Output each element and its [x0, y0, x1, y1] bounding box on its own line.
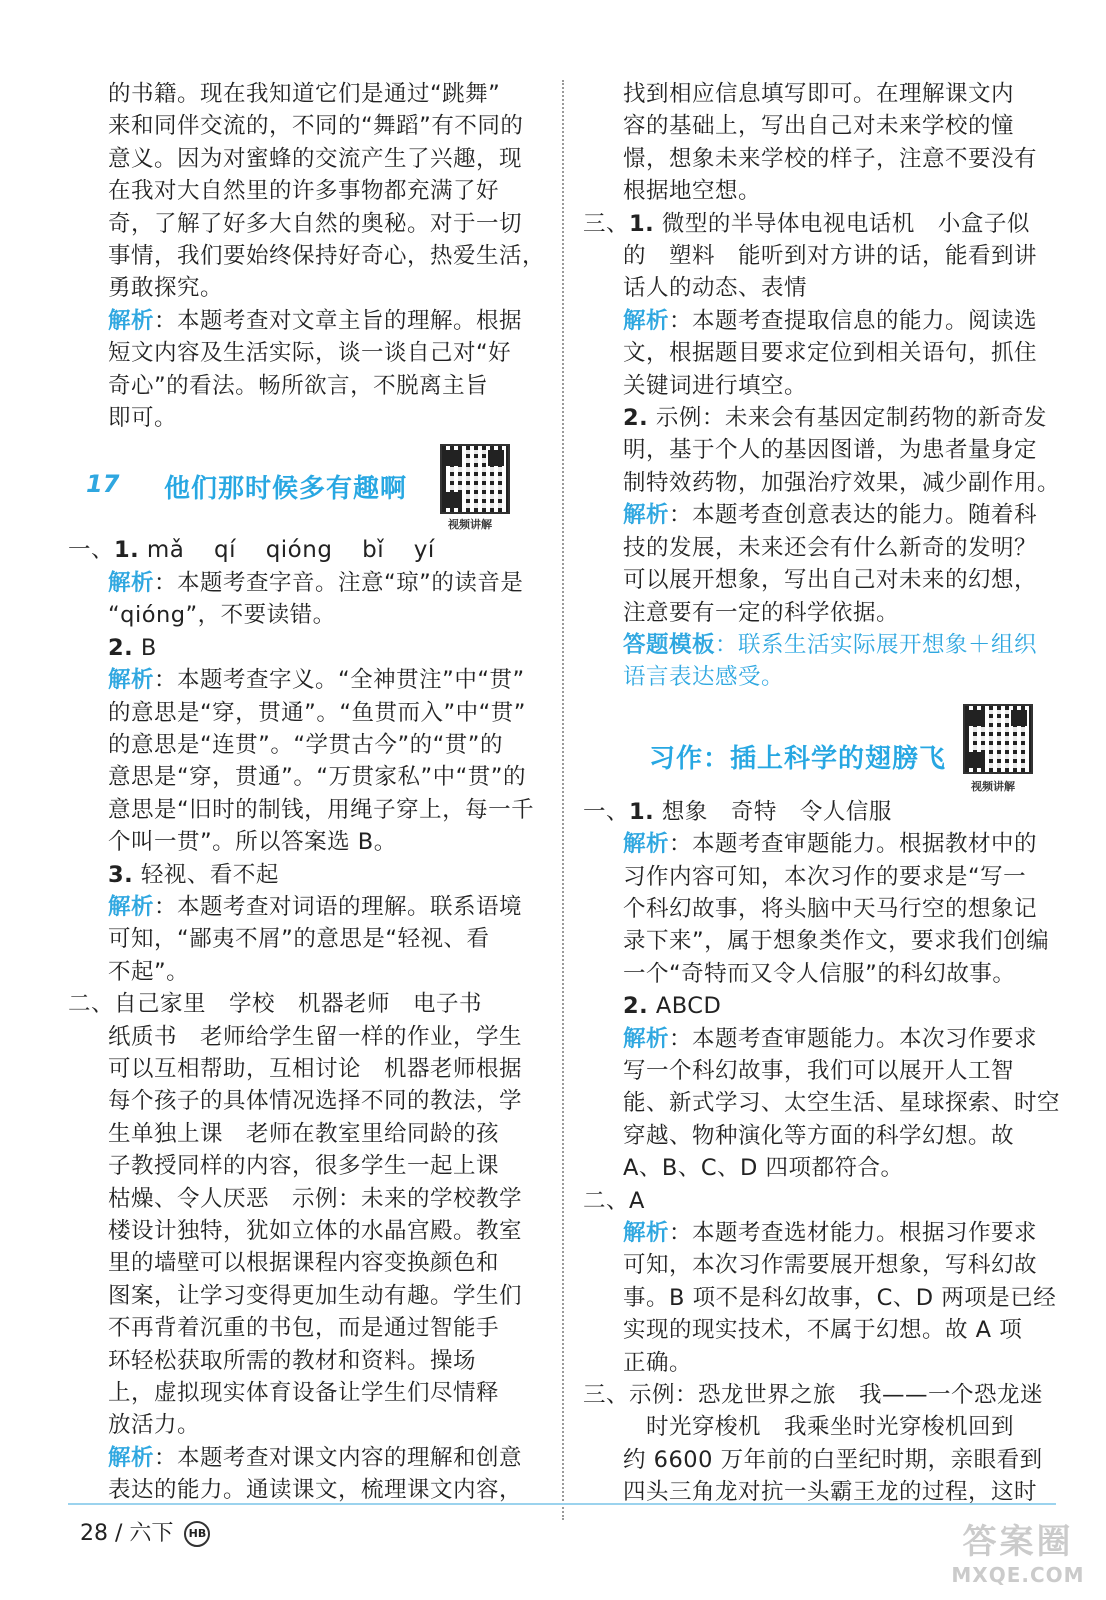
answer-text: 示例：未来会有基因定制药物的新奇发	[655, 405, 1047, 432]
answer-text: 子教授同样的内容，很多学生一起上课	[108, 1153, 500, 1180]
text-line: 意义。因为对蜜蜂的交流产生了兴趣，现	[108, 145, 523, 172]
analysis-text: ：本题考查对课文内容的理解和创意	[154, 1444, 523, 1471]
qr-code-icon[interactable]	[963, 704, 1033, 774]
template-label: 答题模板	[623, 631, 716, 658]
text-line: 找到相应信息填写即可。在理解课文内	[623, 81, 1015, 107]
analysis-text: 即可。	[108, 405, 178, 432]
analysis-text: “qióng”，不要读错。	[108, 602, 336, 629]
analysis-label: 解析	[623, 307, 670, 334]
writing-header	[583, 702, 1051, 804]
analysis-text: 不起”。	[108, 958, 190, 985]
analysis-text: 一个“奇特而又令人信服”的科幻故事。	[623, 960, 1016, 987]
analysis-text: 穿越、物种演化等方面的科学幻想。故	[623, 1122, 1015, 1149]
column-divider	[562, 80, 564, 1520]
analysis-label: 解析	[108, 1444, 155, 1471]
writing-title: 习作：插上科学的翅膀飞	[649, 743, 947, 774]
analysis-text: ：本题考查对文章主旨的理解。根据	[154, 307, 523, 334]
analysis-text: 能、新式学习、太空生活、星球探索、时空	[623, 1090, 1061, 1117]
answer-text: 微型的半导体电视电话机 小盒子似	[661, 210, 1030, 237]
grade-label: 六下	[129, 1521, 174, 1546]
answer-text: 想象 奇特 令人信服	[661, 798, 892, 825]
answer-text: 里的墙壁可以根据课程内容变换颜色和	[108, 1250, 500, 1277]
analysis-text: 可知，本次习作需要展开想象，写科幻故	[623, 1252, 1038, 1279]
left-column	[68, 78, 546, 1507]
edition-badge: HB	[184, 1521, 210, 1547]
question-number: 2.	[623, 993, 649, 1020]
answer-text: B	[140, 634, 157, 661]
analysis-text: ：本题考查选材能力。根据习作要求	[669, 1220, 1038, 1246]
analysis-label: 解析	[108, 667, 155, 694]
analysis-text: 的意思是“连贯”。“学贯古今”的“贯”的	[108, 731, 503, 758]
answer-text: 每个孩子的具体情况选择不同的教法，学	[108, 1088, 523, 1115]
question-number: 2.	[623, 405, 649, 432]
analysis-text: 技的发展，未来还会有什么新奇的发明？	[623, 534, 1038, 561]
text-line: 容的基础上，写出自己对未来学校的憧	[623, 113, 1015, 140]
answer-text: 放活力。	[108, 1412, 201, 1439]
analysis-text: 可知，“鄙夷不屑”的意思是“轻视、看	[108, 926, 490, 953]
qr-code-icon[interactable]	[440, 444, 510, 514]
answer-text: 生单独上课 老师在教室里给同龄的孩	[108, 1120, 500, 1147]
analysis-text: 实现的现实技术，不属于幻想。故 A 项	[623, 1317, 1023, 1344]
analysis-text: 关键词进行填空。	[623, 372, 808, 399]
answer-text: 制特效药物，加强治疗效果，减少副作用。	[623, 469, 1061, 496]
analysis-text: 注意要有一定的科学依据。	[623, 599, 900, 626]
analysis-text: 可以展开想象，写出自己对未来的幻想，	[623, 567, 1038, 594]
lesson-title: 他们那时候多有趣啊	[164, 474, 408, 505]
analysis-label: 解析	[108, 307, 155, 334]
analysis-text: ：本题考查审题能力。本次习作要求	[669, 1025, 1038, 1052]
lesson-header	[68, 442, 546, 538]
analysis-text: 写一个科幻故事，我们可以展开人工智	[623, 1057, 1015, 1084]
answer-text: 可以互相帮助，互相讨论 机器老师根据	[108, 1055, 523, 1082]
analysis-text: 表达的能力。通读课文，梳理课文内容，	[108, 1477, 523, 1504]
answer-text: 时光穿梭机 我乘坐时光穿梭机回到	[623, 1414, 1015, 1441]
right-column	[583, 78, 1061, 1509]
question-number: 3.	[108, 861, 134, 888]
section-prefix: 一、	[68, 537, 115, 564]
answer-text: 明，基于个人的基因图谱，为患者量身定	[623, 437, 1038, 464]
answer-text: 环轻松获取所需的教材和资料。操场	[108, 1347, 477, 1374]
lesson-number: 17	[86, 470, 120, 499]
pinyin-item: mǎ	[146, 537, 185, 564]
answer-text: 枯燥、令人厌恶 示例：未来的学校教学	[108, 1185, 523, 1212]
analysis-label: 解析	[623, 502, 670, 529]
analysis-text: ：本题考查对词语的理解。联系语境	[154, 893, 523, 920]
answer-text: 楼设计独特，犹如立体的水晶宫殿。教室	[108, 1218, 523, 1244]
question-number: 1.	[629, 210, 655, 237]
analysis-text: 习作内容可知，本次习作的要求是“写一	[623, 863, 1027, 890]
analysis-text: 个科幻故事，将头脑中天马行空的想象记	[623, 895, 1038, 922]
analysis-text: ：本题考查审题能力。根据教材中的	[669, 831, 1038, 858]
answer-text: 不再背着沉重的书包，而是通过智能手	[108, 1315, 500, 1342]
footer-rule	[68, 1503, 1056, 1505]
text-line: 事情，我们要始终保持好奇心，热爱生活，	[108, 243, 546, 270]
text-line: 勇敢探究。	[108, 275, 224, 302]
question-number: 2.	[108, 634, 134, 661]
text-line: 的书籍。现在我知道它们是通过“跳舞”	[108, 81, 501, 107]
section-prefix: 二、	[583, 1187, 630, 1214]
pinyin-item: yí	[413, 537, 435, 564]
analysis-text: ：本题考查提取信息的能力。阅读选	[669, 307, 1038, 334]
section-prefix: 三、	[583, 1382, 630, 1409]
answer-text: 四头三角龙对抗一头霸王龙的过程，这时	[623, 1479, 1038, 1506]
analysis-text: ：本题考查字音。注意“琼”的读音是	[154, 569, 524, 596]
analysis-label: 解析	[108, 893, 155, 920]
text-line: 在我对大自然里的许多事物都充满了好	[108, 178, 500, 205]
text-line: 根据地空想。	[623, 178, 762, 205]
answer-text: 图案，让学习变得更加生动有趣。学生们	[108, 1282, 523, 1309]
q1-pinyin-row	[68, 534, 546, 566]
pinyin-item: qióng	[265, 537, 333, 564]
analysis-text: 事。B 项不是科幻故事，C、D 两项是已经	[623, 1284, 1057, 1311]
footer-separator: /	[115, 1521, 123, 1546]
text-line: 来和同伴交流的，不同的“舞蹈”有不同的	[108, 113, 524, 140]
answer-text: ABCD	[655, 993, 722, 1020]
page-footer	[80, 1516, 210, 1547]
answer-text: 上，虚拟现实体育设备让学生们尽情释	[108, 1380, 500, 1407]
pinyin-item: qí	[214, 537, 237, 564]
answer-text: 纸质书 老师给学生留一样的作业，学生	[108, 1023, 523, 1050]
template-text: 语言表达感受。	[623, 664, 785, 691]
top-analysis	[68, 305, 546, 435]
analysis-text: ：本题考查字义。“全神贯注”中“贯”	[154, 667, 525, 694]
analysis-text: 短文内容及生活实际，谈一谈自己对“好	[108, 340, 512, 367]
analysis-text: 录下来”，属于想象类作文，要求我们创编	[623, 928, 1050, 955]
watermark-url: MXQE.COM	[951, 1563, 1085, 1587]
answer-text: 轻视、看不起	[140, 861, 279, 888]
section-prefix: 二、	[68, 991, 115, 1018]
analysis-text: 正确。	[623, 1349, 693, 1376]
text-line: 憬，想象未来学校的样子，注意不要没有	[623, 145, 1038, 172]
answer-text: 约 6600 万年前的白垩纪时期，亲眼看到	[623, 1446, 1043, 1473]
analysis-text: ：本题考查创意表达的能力。随着科	[669, 502, 1038, 529]
qr-label: 视频讲解	[448, 518, 492, 532]
qr-label: 视频讲解	[971, 779, 1015, 793]
analysis-label: 解析	[623, 1025, 670, 1052]
template-text: ：联系生活实际展开想象＋组织	[715, 631, 1038, 658]
analysis-text: 意思是“穿，贯通”。“万贯家私”中“贯”的	[108, 764, 526, 791]
text-line: 奇，了解了好多大自然的奥秘。对于一切	[108, 210, 523, 237]
analysis-label: 解析	[623, 1220, 670, 1246]
answer-text: A	[629, 1187, 645, 1214]
watermark-logo	[938, 1514, 1098, 1594]
top-paragraph	[68, 78, 546, 305]
analysis-label: 解析	[108, 569, 155, 596]
answer-text: 自己家里 学校 机器老师 电子书	[114, 991, 483, 1018]
analysis-label: 解析	[623, 831, 670, 858]
watermark-text: 答案圈	[962, 1522, 1074, 1562]
analysis-text: 意思是“旧时的制钱，用绳子穿上，每一千	[108, 796, 535, 823]
question-number: 1.	[114, 537, 140, 564]
page-number: 28	[80, 1521, 108, 1546]
question-number: 1.	[629, 798, 655, 825]
section-prefix: 三、	[583, 210, 630, 237]
answer-text: 示例：恐龙世界之旅 我——一个恐龙迷	[629, 1382, 1044, 1409]
answer-text: 的 塑料 能听到对方讲的话，能看到讲	[623, 243, 1038, 270]
section-prefix: 一、	[583, 798, 630, 825]
analysis-text: A、B、C、D 四项都符合。	[623, 1155, 904, 1182]
analysis-text: 奇心”的看法。畅所欲言，不脱离主旨	[108, 372, 489, 399]
analysis-text: 文，根据题目要求定位到相关语句，抓住	[623, 340, 1038, 367]
analysis-text: 的意思是“穿，贯通”。“鱼贯而入”中“贯”	[108, 699, 526, 726]
answer-text: 话人的动态、表情	[623, 275, 808, 302]
pinyin-item: bǐ	[362, 537, 385, 564]
analysis-text: 个叫一贯”。所以答案选 B。	[108, 829, 397, 856]
